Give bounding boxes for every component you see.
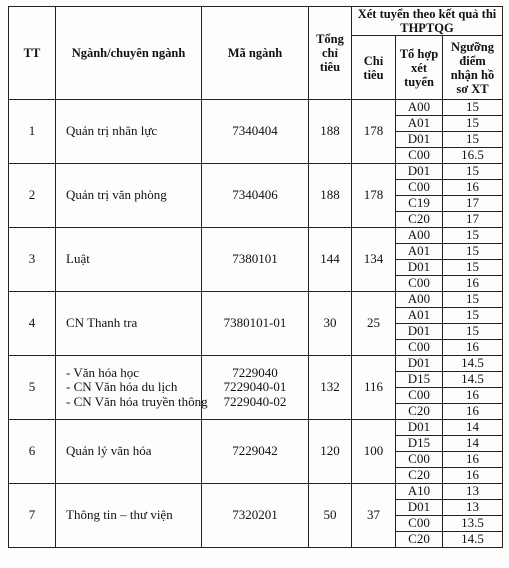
exam-quota: 116 [352, 356, 396, 420]
row-number: 6 [9, 420, 56, 484]
subject-combination: D01 [396, 420, 443, 436]
row-number: 2 [9, 164, 56, 228]
row-number: 7 [9, 484, 56, 548]
major-code [202, 420, 309, 484]
table-row [9, 420, 503, 436]
table-row [9, 356, 503, 372]
subject-combination: C00 [396, 180, 443, 196]
row-number: 1 [9, 100, 56, 164]
threshold-score: 15 [443, 292, 503, 308]
row-number: 5 [9, 356, 56, 420]
header-tt: TT [9, 7, 56, 100]
exam-quota: 178 [352, 164, 396, 228]
row-number: 4 [9, 292, 56, 356]
subject-combination: D01 [396, 356, 443, 372]
header-threshold: Ngưỡng điểm nhận hồ sơ XT [443, 36, 503, 100]
major-name [56, 100, 202, 164]
subject-combination: C20 [396, 532, 443, 548]
row-number: 3 [9, 228, 56, 292]
subject-combination: C00 [396, 452, 443, 468]
subject-combination: D01 [396, 500, 443, 516]
subject-combination: C20 [396, 468, 443, 484]
code-line: 7380101 [232, 251, 278, 267]
total-quota: 132 [309, 356, 352, 420]
major-name [56, 356, 208, 420]
major-code [202, 228, 309, 292]
total-quota: 188 [309, 100, 352, 164]
subject-combination: A01 [396, 116, 443, 132]
threshold-score: 15 [443, 324, 503, 340]
subject-combination: C00 [396, 340, 443, 356]
threshold-score: 17 [443, 196, 503, 212]
code-line: 7229040-01 [223, 379, 287, 395]
exam-quota: 37 [352, 484, 396, 548]
subject-combination: C19 [396, 196, 443, 212]
subject-combination: C00 [396, 276, 443, 292]
code-line: 7229042 [232, 443, 278, 459]
threshold-score: 17 [443, 212, 503, 228]
major-line: Luật [66, 251, 90, 267]
threshold-score: 15 [443, 244, 503, 260]
code-line: 7320201 [232, 507, 278, 523]
subject-combination: A10 [396, 484, 443, 500]
threshold-score: 13 [443, 484, 503, 500]
threshold-score: 15 [443, 164, 503, 180]
major-code [202, 356, 309, 420]
threshold-score: 15 [443, 260, 503, 276]
header-major: Ngành/chuyên ngành [56, 7, 202, 100]
major-line: Quản lý văn hóa [66, 443, 152, 459]
major-line: Quản trị văn phòng [66, 187, 167, 203]
major-code [202, 100, 309, 164]
threshold-score: 15 [443, 100, 503, 116]
threshold-score: 13.5 [443, 516, 503, 532]
subject-combination: D01 [396, 260, 443, 276]
subject-combination: C00 [396, 516, 443, 532]
major-line: Thông tin – thư viện [66, 507, 173, 523]
major-code [202, 292, 309, 356]
major-line: - Văn hóa học [66, 364, 140, 380]
threshold-score: 13 [443, 500, 503, 516]
subject-combination: C20 [396, 404, 443, 420]
subject-combination: D01 [396, 132, 443, 148]
table-row [9, 292, 503, 308]
threshold-score: 16 [443, 276, 503, 292]
threshold-score: 16 [443, 452, 503, 468]
major-code [202, 484, 309, 548]
threshold-score: 16 [443, 340, 503, 356]
table-body [9, 100, 503, 548]
header-code: Mã ngành [202, 7, 309, 100]
threshold-score: 15 [443, 308, 503, 324]
code-line: 7229040-02 [223, 393, 287, 409]
table-row [9, 164, 503, 180]
table-row [9, 100, 503, 116]
threshold-score: 15 [443, 116, 503, 132]
major-name [56, 164, 202, 228]
exam-quota: 100 [352, 420, 396, 484]
code-line: 7229040 [232, 364, 278, 380]
exam-quota: 134 [352, 228, 396, 292]
subject-combination: D15 [396, 436, 443, 452]
threshold-score: 14.5 [443, 356, 503, 372]
subject-combination: D01 [396, 164, 443, 180]
subject-combination: A00 [396, 292, 443, 308]
subject-combination: A00 [396, 228, 443, 244]
code-line: 7380101-01 [223, 315, 287, 331]
table-row [9, 228, 503, 244]
total-quota: 144 [309, 228, 352, 292]
total-quota: 50 [309, 484, 352, 548]
admission-table [8, 6, 503, 548]
exam-quota: 178 [352, 100, 396, 164]
header-exam-group: Xét tuyển theo kết quả thi THPTQG [352, 7, 503, 36]
threshold-score: 16 [443, 404, 503, 420]
table-row [9, 484, 503, 500]
header-total-quota: Tổng chỉ tiêu [309, 7, 352, 100]
total-quota: 188 [309, 164, 352, 228]
header-combination: Tổ hợp xét tuyển [396, 36, 443, 100]
threshold-score: 16 [443, 180, 503, 196]
total-quota: 120 [309, 420, 352, 484]
major-line: - CN Văn hóa du lịch [66, 379, 178, 395]
total-quota: 30 [309, 292, 352, 356]
major-name [56, 420, 202, 484]
code-line: 7340406 [232, 187, 278, 203]
threshold-score: 14.5 [443, 372, 503, 388]
threshold-score: 14.5 [443, 532, 503, 548]
threshold-score: 14 [443, 436, 503, 452]
major-name [56, 292, 202, 356]
subject-combination: C20 [396, 212, 443, 228]
major-line: Quản trị nhân lực [66, 123, 158, 139]
subject-combination: A00 [396, 100, 443, 116]
subject-combination: C00 [396, 388, 443, 404]
major-name [56, 484, 202, 548]
threshold-score: 16 [443, 388, 503, 404]
subject-combination: A01 [396, 308, 443, 324]
subject-combination: C00 [396, 148, 443, 164]
exam-quota: 25 [352, 292, 396, 356]
subject-combination: A01 [396, 244, 443, 260]
threshold-score: 14 [443, 420, 503, 436]
major-code [202, 164, 309, 228]
threshold-score: 15 [443, 228, 503, 244]
subject-combination: D15 [396, 372, 443, 388]
threshold-score: 15 [443, 132, 503, 148]
threshold-score: 16 [443, 468, 503, 484]
major-line: - CN Văn hóa truyền thông [66, 393, 208, 409]
code-line: 7340404 [232, 123, 278, 139]
major-name [56, 228, 202, 292]
major-line: CN Thanh tra [66, 315, 138, 331]
subject-combination: D01 [396, 324, 443, 340]
header-quota: Chỉ tiêu [352, 36, 396, 100]
threshold-score: 16.5 [443, 148, 503, 164]
